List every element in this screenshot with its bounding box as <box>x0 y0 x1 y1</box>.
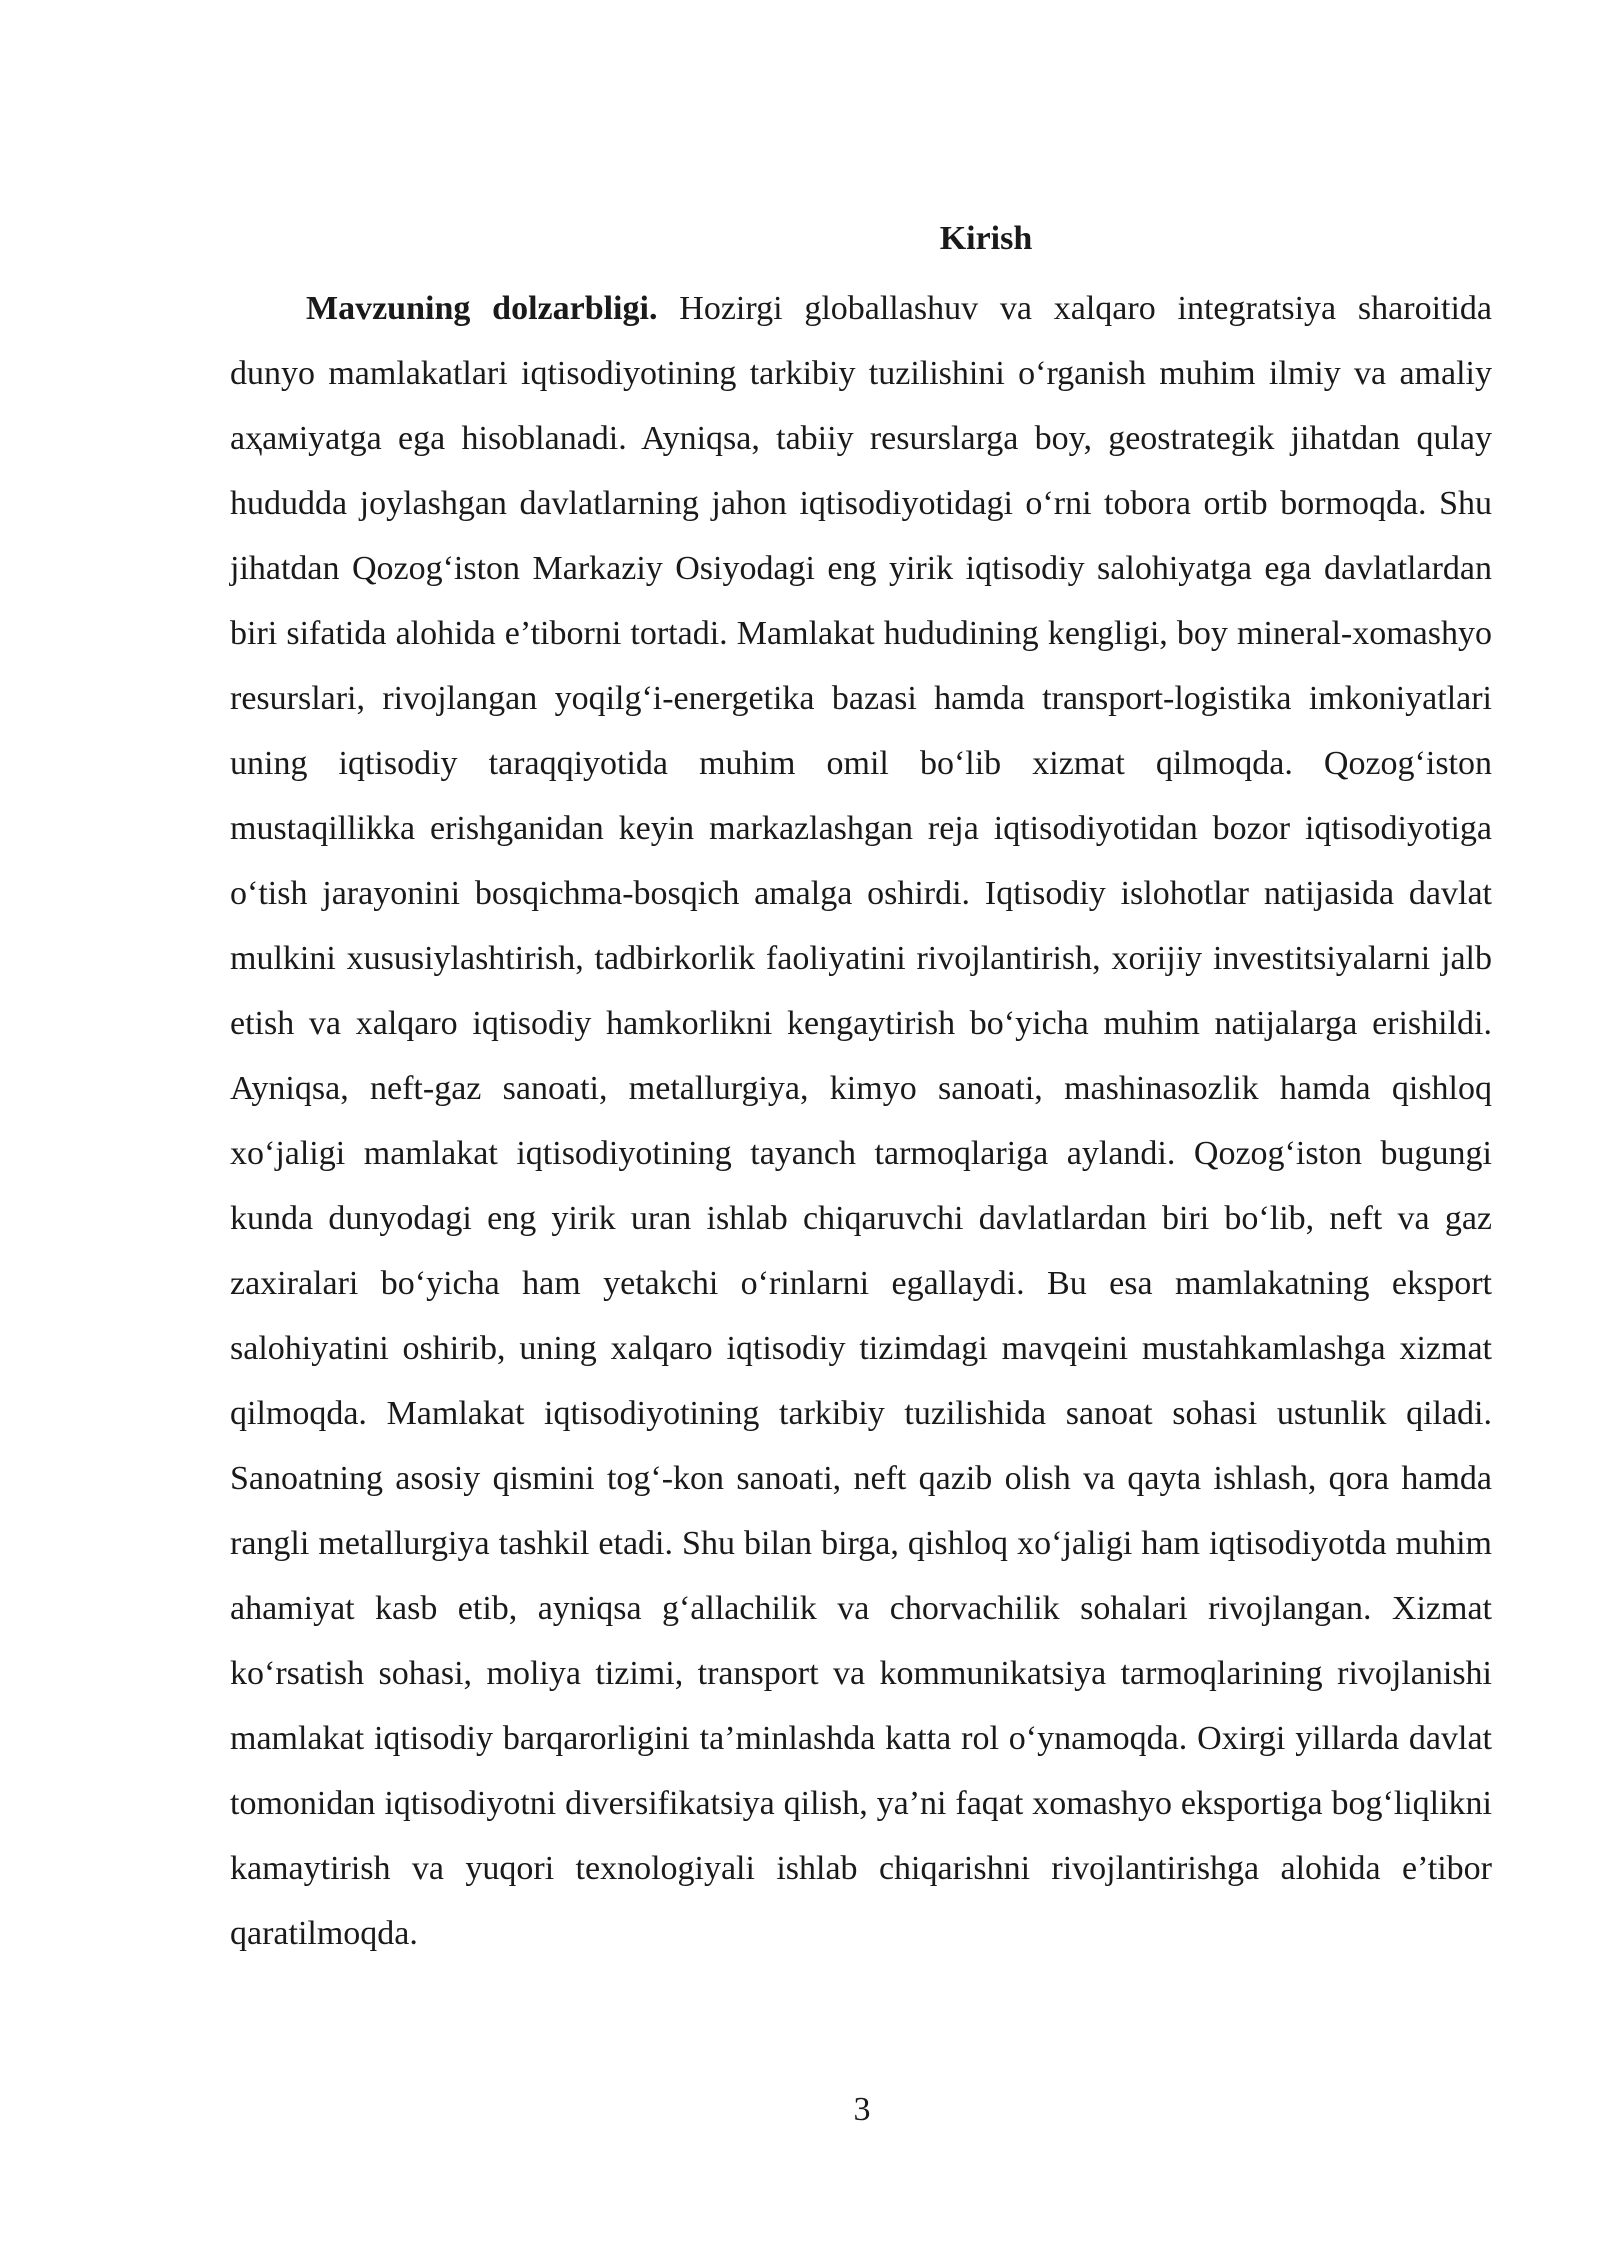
section-title: Kirish <box>939 220 1033 257</box>
paragraph-text: Hozirgi globallashuv va xalqaro integratsiya sharoitida dunyo mamlakatlari iqtisodiyotining tarkibiy tuzilishini o‘rganish muhim ilmiy va amaliy aҳaмiyatga ega hisoblanadi. Ayniqsa, tabiiy resurslarga boy, geostrategik jihatdan qulay hududda joylashgan davlatlarning jahon iqtisodiyotidagi o‘rni tobora ortib bormoqda. Shu jihatdan Qozog‘iston Markaziy Osiyodagi eng yirik iqtisodiy salohiyatga ega davlatlardan biri sifatida alohida e’tiborni tortadi. Mamlakat hududining kengligi, boy mineral-xomashyo resurslari, rivojlangan yoqilg‘i-energetika bazasi hamda transport-logistika imkoniyatlari uning iqtisodiy taraqqiyotida muhim omil bo‘lib xizmat qilmoqda. Qozog‘iston mustaqillikka erishganidan keyin markazlashgan reja iqtisodiyotidan bozor iqtisodiyotiga o‘tish jarayonini bosqichma-bosqich amalga oshirdi. Iqtisodiy islohotlar natijasida davlat mulkini xususiylashtirish, tadbirkorlik faoliyatini rivojlantirish, xorijiy investitsiyalarni jalb etish va xalqaro iqtisodiy hamkorlikni kengaytirish bo‘yicha muhim natijalarga erishildi. Ayniqsa, neft-gaz sanoati, metallurgiya, kimyo sanoati, mashinasozlik hamda qishloq xo‘jaligi mamlakat iqtisodiyotining tayanch tarmoqlariga aylandi. Qozog‘iston bugungi kunda dunyodagi eng yirik uran ishlab chiqaruvchi davlatlardan biri bo‘lib, neft va gaz zaxiralari bo‘yicha ham yetakchi o‘rinlarni egallaydi. Bu esa mamlakatning eksport salohiyatini oshirib, uning xalqaro iqtisodiy tizimdagi mavqeini mustahkamlashga xizmat qilmoqda. Mamlakat iqtisodiyotining tarkibiy tuzilishida sanoat sohasi ustunlik qiladi. Sanoatning asosiy qismini tog‘-kon sanoati, neft qazib olish va qayta ishlash, qora hamda rangli metallurgiya tashkil etadi. Shu bilan birga, qishloq xo‘jaligi ham iqtisodiyotda muhim ahamiyat kasb etib, ayniqsa g‘allachilik va chorvachilik sohalari rivojlangan. Xizmat ko‘rsatish sohasi, moliya tizimi, transport va kommunikatsiya tarmoqlarining rivojlanishi mamlakat iqtisodiy barqarorligini ta’minlashda katta rol o‘ynamoqda. Oxirgi yillarda davlat tomonidan iqtisodiyotni diversifikatsiya qilish, ya’ni faqat xomashyo eksportiga bog‘liqlikni kamaytirish va yuqori texnologiyali ishlab chiqarishni rivojlantirishga alohida e’tibor qaratilmoqda. <box>230 290 1493 1952</box>
body-paragraph <box>230 276 1492 1966</box>
page-number: 3 <box>853 2091 871 2128</box>
paragraph-lead: Mavzuning dolzarbligi. <box>306 290 658 327</box>
